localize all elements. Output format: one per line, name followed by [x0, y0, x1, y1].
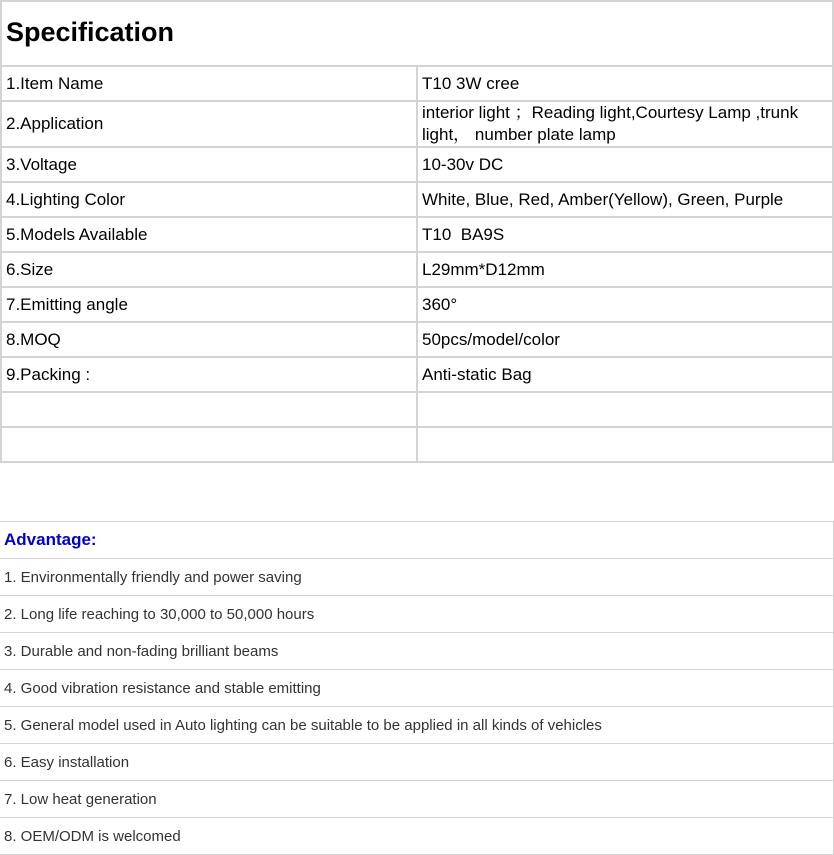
- spec-row-empty: [1, 427, 833, 462]
- advantage-item: 5. General model used in Auto lighting can be suitable to be applied in all kinds of vehicles: [1, 707, 834, 744]
- spec-row: [1, 287, 833, 322]
- advantage-row: [1, 744, 834, 781]
- spec-label: 5.Models Available: [1, 217, 417, 252]
- advantage-title: [1, 522, 834, 559]
- advantage-row: [1, 781, 834, 818]
- spec-row: [1, 357, 833, 392]
- advantage-row: [1, 559, 834, 596]
- spec-label: 2.Application: [1, 101, 417, 147]
- advantage-item: 6. Easy installation: [1, 744, 834, 781]
- advantage-item: 8. OEM/ODM is welcomed: [1, 818, 834, 855]
- advantage-item: 4. Good vibration resistance and stable emitting: [1, 670, 834, 707]
- advantage-table: [0, 521, 834, 855]
- spec-label: [1, 392, 417, 427]
- spec-value: 50pcs/model/color: [417, 322, 833, 357]
- advantage-item: 3. Durable and non-fading brilliant beams: [1, 633, 834, 670]
- advantage-item: 1. Environmentally friendly and power saving: [1, 559, 834, 596]
- advantage-item: 2. Long life reaching to 30,000 to 50,000 hours: [1, 596, 834, 633]
- spec-value: Anti-static Bag: [417, 357, 833, 392]
- spec-row: [1, 322, 833, 357]
- spec-row: [1, 182, 833, 217]
- spec-label: 1.Item Name: [1, 66, 417, 101]
- spec-value: T10 3W cree: [417, 66, 833, 101]
- spec-label: 7.Emitting angle: [1, 287, 417, 322]
- spec-value: 360°: [417, 287, 833, 322]
- advantage-row: [1, 818, 834, 855]
- advantage-row: [1, 633, 834, 670]
- spec-label: 6.Size: [1, 252, 417, 287]
- specification-title: [1, 1, 833, 66]
- spec-value: 10-30v DC: [417, 147, 833, 182]
- specification-title-row: [1, 1, 833, 66]
- spec-row: [1, 66, 833, 101]
- advantage-row: [1, 596, 834, 633]
- spec-value: [417, 427, 833, 462]
- advantage-title-row: [1, 522, 834, 559]
- spec-label: 9.Packing :: [1, 357, 417, 392]
- advantage-title-text: Advantage:: [4, 530, 97, 549]
- spec-label: 4.Lighting Color: [1, 182, 417, 217]
- spec-label: 3.Voltage: [1, 147, 417, 182]
- spec-row: [1, 101, 833, 147]
- advantage-row: [1, 707, 834, 744]
- spec-row: [1, 252, 833, 287]
- spec-value: White, Blue, Red, Amber(Yellow), Green, Purple: [417, 182, 833, 217]
- advantage-item: 7. Low heat generation: [1, 781, 834, 818]
- spec-value: [417, 392, 833, 427]
- spec-row: [1, 217, 833, 252]
- specification-title-text: Specification: [6, 16, 175, 47]
- spec-row-empty: [1, 392, 833, 427]
- spec-label: 8.MOQ: [1, 322, 417, 357]
- spec-value: T10 BA9S: [417, 217, 833, 252]
- spec-value: interior light ；Reading light,Courtesy Lamp ,trunk light， number plate lamp: [417, 101, 833, 147]
- advantage-row: [1, 670, 834, 707]
- spec-row: [1, 147, 833, 182]
- spec-label: [1, 427, 417, 462]
- spec-value: L29mm*D12mm: [417, 252, 833, 287]
